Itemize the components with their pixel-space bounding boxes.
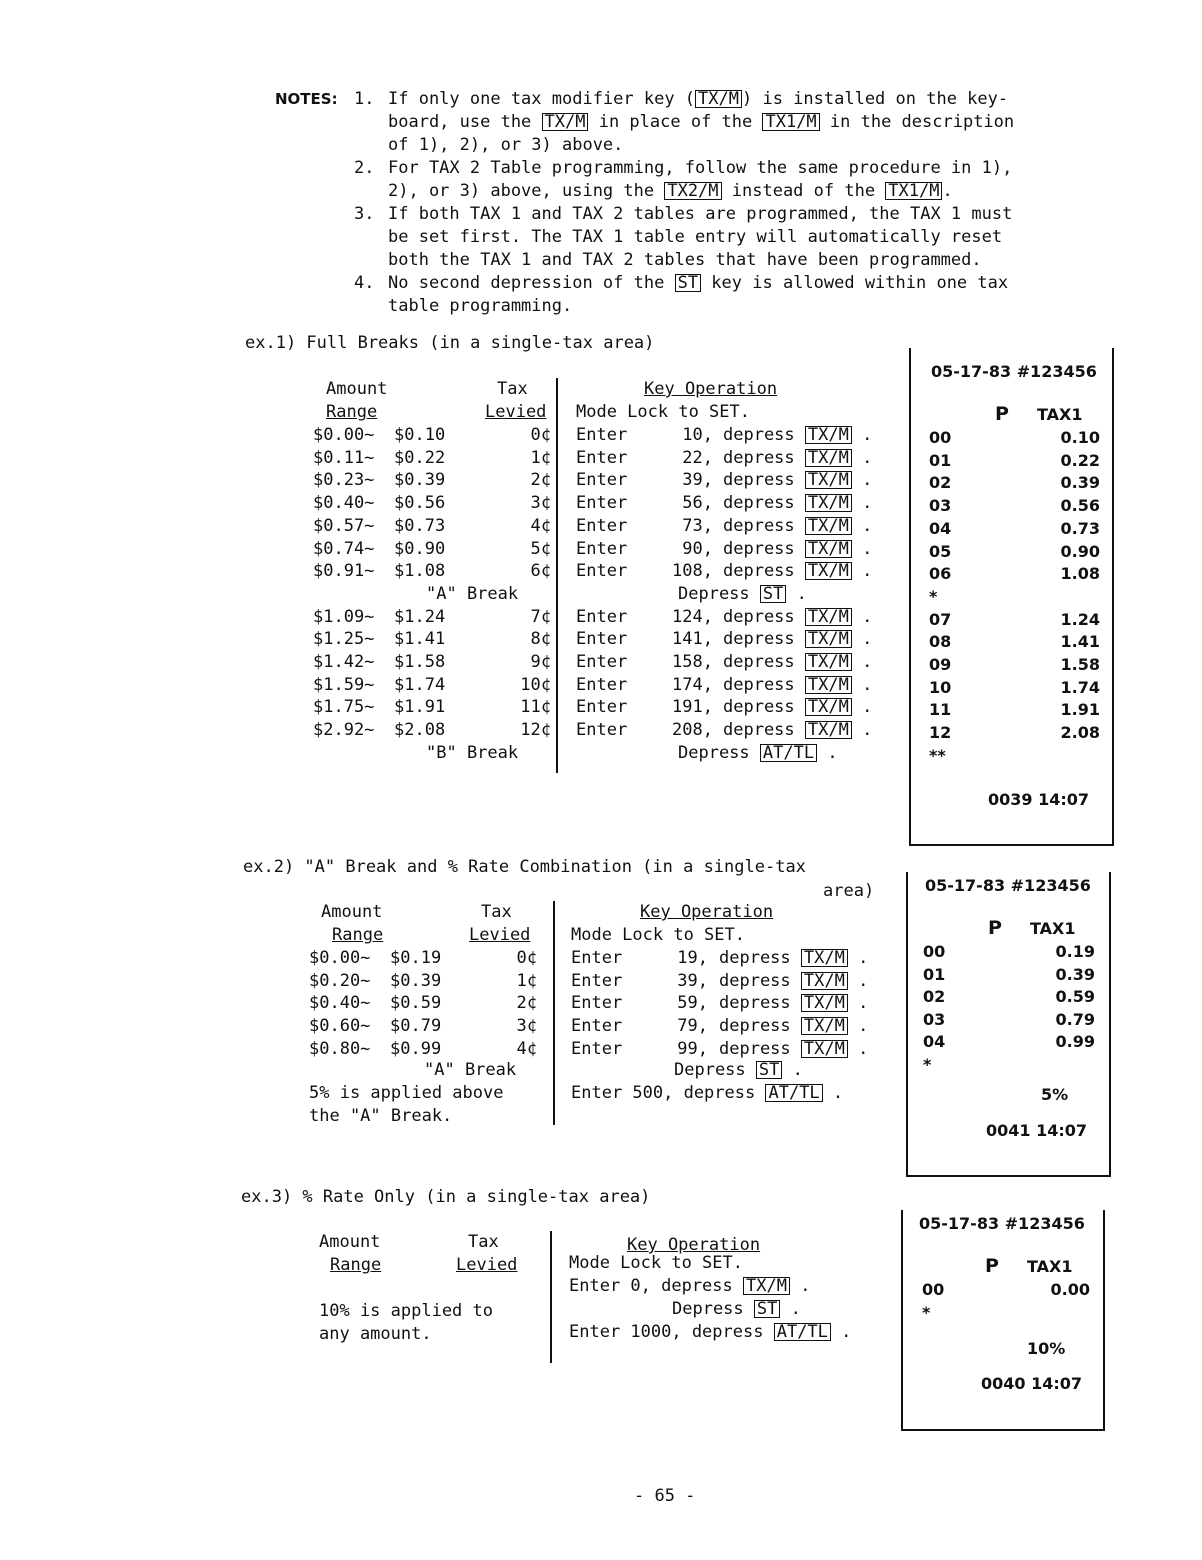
tax-levied: 2¢: [530, 470, 551, 491]
range-to: $0.10: [394, 425, 446, 445]
receipt-line-number: 10: [929, 677, 952, 697]
enter-value: 39,: [682, 470, 713, 491]
range-to: $0.99: [390, 1038, 442, 1059]
enter-label: Enter: [576, 652, 628, 672]
receipt-amount: 1.24: [1060, 609, 1100, 629]
depress-label: depress: [723, 538, 795, 559]
receipt-amount: 0.00: [1050, 1280, 1090, 1299]
note-number: 1.: [354, 89, 375, 109]
range-to: $0.22: [394, 447, 446, 468]
ex2-enter-500-label: Enter 500, depress: [571, 1083, 756, 1103]
key-at-tl: AT/TL: [760, 744, 817, 762]
enter-value: 79,: [677, 1016, 708, 1037]
range-from: $0.57~: [313, 515, 375, 536]
receipt-line-number: 08: [929, 632, 952, 652]
ex1-amount-header: Amount: [326, 379, 388, 399]
receipt-header: 05-17-83 #123456: [931, 362, 1097, 381]
at-tl-key: AT/TL: [774, 1323, 831, 1341]
receipt-mode: P: [988, 917, 1002, 939]
ex3-mode-lock: Mode Lock to SET.: [569, 1253, 743, 1273]
key-tx-m: TX/M: [805, 721, 852, 739]
receipt-amount: 0.79: [1055, 1009, 1095, 1029]
enter-label: Enter: [576, 425, 628, 445]
receipt-line-number: 03: [923, 1009, 946, 1029]
enter-label: Enter: [571, 993, 623, 1014]
depress-key: depress TX/M .: [719, 1016, 869, 1037]
receipt-mode: P: [995, 403, 1009, 425]
key-tx-m: TX/M: [805, 698, 852, 716]
enter-label: Enter: [576, 606, 628, 627]
depress-key: depress TX/M .: [719, 993, 869, 1014]
tx-m-key: TX/M: [743, 1277, 790, 1295]
ex2-depress-label: Depress: [674, 1060, 746, 1080]
ex3-range-header: Range: [330, 1255, 382, 1275]
receipt-amount: 2.08: [1060, 723, 1100, 743]
note-number: 2.: [354, 158, 375, 178]
enter-label: Enter: [571, 1016, 623, 1037]
depress-label: depress: [719, 1038, 791, 1059]
key-tx2-m: TX2/M: [664, 182, 721, 200]
ex3-levied-header: Levied: [456, 1255, 518, 1275]
range-to: $0.90: [394, 538, 446, 559]
depress-key: depress TX/M .: [723, 470, 873, 491]
enter-value: 59,: [677, 993, 708, 1014]
receipt-amount: 0.90: [1060, 541, 1100, 561]
receipt-amount: 0.22: [1060, 450, 1100, 470]
tax-levied: 4¢: [530, 515, 551, 536]
ex3-key-operation-header: Key Operation: [627, 1235, 761, 1255]
st-key: ST: [754, 1300, 780, 1318]
depress-label: depress: [723, 720, 795, 741]
at-tl-key: AT/TL: [765, 1084, 822, 1102]
ex2-mode-lock: Mode Lock to SET.: [571, 925, 745, 945]
enter-value: 19,: [677, 948, 708, 968]
break-label: "B" Break: [426, 742, 519, 763]
tax-levied: 5¢: [530, 538, 551, 559]
depress-key: depress TX/M .: [723, 538, 873, 559]
receipt-line-number: 12: [929, 723, 952, 743]
enter-value: 108,: [672, 561, 713, 582]
note-line: both the TAX 1 and TAX 2 tables that have been programmed.: [388, 250, 982, 270]
ex2-title: ex.2) "A" Break and % Rate Combination (in a single-tax: [243, 857, 806, 877]
ex3-depress-st: Depress ST .: [672, 1299, 801, 1319]
enter-value: 99,: [677, 1038, 708, 1059]
enter-label: Enter: [576, 447, 628, 468]
note-line: If both TAX 1 and TAX 2 tables are programmed, the TAX 1 must: [388, 204, 1013, 224]
depress-key: depress TX/M .: [723, 425, 873, 445]
tax-levied: 3¢: [530, 493, 551, 514]
ex3-amount-header: Amount: [319, 1232, 381, 1252]
ex2-tax-header: Tax: [481, 902, 512, 922]
ex1-tax-header: Tax: [497, 379, 528, 399]
depress-label: depress: [723, 561, 795, 582]
enter-value: 141,: [672, 629, 713, 650]
depress-key: depress TX/M .: [719, 970, 869, 991]
key-tx-m: TX/M: [805, 630, 852, 648]
ex3-pct-line2: any amount.: [319, 1324, 432, 1344]
key-tx-m: TX/M: [805, 426, 852, 444]
receipt-line-number: 04: [929, 518, 952, 538]
ex1-receipt: [909, 348, 1114, 846]
depress-key: depress TX/M .: [719, 1038, 869, 1059]
key-tx-m: TX/M: [805, 562, 852, 580]
depress-label: depress: [723, 606, 795, 627]
receipt-amount: 0.56: [1060, 496, 1100, 516]
receipt-line-number: 09: [929, 655, 952, 674]
key-tx-m: TX/M: [801, 972, 848, 990]
ex2-pct-line1: 5% is applied above: [309, 1083, 504, 1103]
enter-label: Enter: [571, 970, 623, 991]
receipt-tax-label: TAX1: [1037, 405, 1083, 424]
tax-levied: 10¢: [520, 674, 551, 695]
receipt-amount: 0.39: [1055, 964, 1095, 984]
receipt-amount: 1.41: [1060, 632, 1100, 652]
range-to: $1.24: [394, 606, 446, 627]
receipt-rate: 5%: [1041, 1085, 1069, 1104]
depress-key: depress TX/M .: [723, 652, 873, 672]
depress-label: depress: [719, 1016, 791, 1037]
depress-key: depress TX/M .: [723, 629, 873, 650]
receipt-line-number: 00: [923, 942, 946, 961]
receipt-amount: 1.74: [1060, 677, 1100, 697]
key-tx1-m: TX1/M: [885, 182, 942, 200]
range-from: $1.09~: [313, 606, 375, 627]
receipt-line-number: 06: [929, 564, 952, 584]
ex1-key-operation-header: Key Operation: [644, 379, 778, 399]
ex3-enter-1000-label: Enter 1000, depress: [569, 1322, 764, 1342]
key-tx-m: TX/M: [805, 449, 852, 467]
key-tx-m: TX/M: [805, 517, 852, 535]
key-tx-m: TX/M: [805, 608, 852, 626]
enter-label: Enter: [576, 697, 628, 718]
range-from: $0.11~: [313, 447, 375, 468]
tax-levied: 8¢: [530, 629, 551, 650]
ex3-enter-0: Enter 0, depress TX/M .: [569, 1276, 811, 1296]
receipt-line-number: 02: [929, 473, 952, 493]
key-tx-m: TX/M: [542, 113, 589, 131]
depress-label: depress: [723, 629, 795, 650]
enter-label: Enter: [576, 674, 628, 695]
note-line: For TAX 2 Table programming, follow the same procedure in 1),: [388, 158, 1013, 178]
key-tx-m: TX/M: [801, 994, 848, 1012]
depress-key: depress TX/M .: [723, 447, 873, 468]
range-from: $0.00~: [313, 425, 375, 445]
range-from: $0.74~: [313, 538, 375, 559]
ex2-title-cont: area): [823, 881, 875, 901]
receipt-line-number: 11: [929, 700, 952, 720]
receipt-header: 05-17-83 #123456: [919, 1214, 1085, 1233]
range-to: $0.73: [394, 515, 446, 536]
enter-value: 56,: [682, 493, 713, 514]
range-to: $0.39: [390, 970, 442, 991]
key-tx-m: TX/M: [805, 471, 852, 489]
note-line: board, use the TX/M in place of the TX1/M in the description: [388, 112, 1015, 132]
ex2-key-operation-header: Key Operation: [640, 902, 774, 922]
depress-key: Depress ST .: [678, 583, 807, 604]
receipt-mode: P: [985, 1255, 999, 1277]
key-tx-m: TX/M: [805, 653, 852, 671]
tax-levied: 4¢: [516, 1038, 537, 1059]
key-tx-m: TX/M: [805, 540, 852, 558]
receipt-tax-label: TAX1: [1027, 1257, 1073, 1276]
range-from: $0.80~: [309, 1038, 371, 1059]
tax-levied: 1¢: [516, 970, 537, 991]
enter-label: Enter: [576, 538, 628, 559]
receipt-line-number: 01: [929, 450, 952, 470]
enter-label: Enter: [576, 629, 628, 650]
ex1-levied-header: Levied: [485, 402, 547, 422]
receipt-line-number: 00: [922, 1280, 945, 1299]
range-from: $0.20~: [309, 970, 371, 991]
depress-label: depress: [723, 515, 795, 536]
range-to: $1.91: [394, 697, 446, 718]
receipt-rate: 10%: [1027, 1339, 1066, 1358]
receipt-line-number: 02: [923, 987, 946, 1006]
depress-label: depress: [723, 652, 795, 672]
depress-key: depress TX/M .: [723, 697, 873, 718]
enter-value: 191,: [672, 697, 713, 718]
ex1-divider: [556, 378, 558, 773]
enter-value: 208,: [672, 720, 713, 741]
receipt-amount: 1.58: [1060, 655, 1100, 674]
range-from: $0.91~: [313, 561, 375, 582]
receipt-footer: 0039 14:07: [988, 790, 1090, 809]
depress-label: depress: [723, 674, 795, 695]
depress-label: depress: [723, 470, 795, 491]
ex2-enter-500: Enter 500, depress AT/TL .: [571, 1083, 844, 1103]
range-from: $1.25~: [313, 629, 375, 650]
receipt-line-number: 01: [923, 964, 946, 984]
range-from: $0.60~: [309, 1016, 371, 1037]
ex3-receipt: [901, 1210, 1105, 1431]
receipt-footer: 0041 14:07: [986, 1121, 1088, 1140]
note-number: 3.: [354, 204, 375, 224]
range-to: $0.19: [390, 948, 442, 968]
receipt-line-number: 03: [929, 496, 952, 516]
range-from: $0.23~: [313, 470, 375, 491]
depress-key: depress TX/M .: [723, 606, 873, 627]
depress-label: depress: [719, 993, 791, 1014]
depress-label: depress: [719, 970, 791, 991]
enter-label: Enter: [576, 470, 628, 491]
ex2-amount-header: Amount: [321, 902, 383, 922]
receipt-line-number: *: [923, 1054, 932, 1074]
tax-levied: 1¢: [530, 447, 551, 468]
ex3-divider: [550, 1231, 552, 1363]
depress-key: depress TX/M .: [723, 720, 873, 741]
depress-key: Depress AT/TL .: [678, 742, 838, 763]
range-to: $1.08: [394, 561, 446, 582]
note-line: of 1), 2), or 3) above.: [388, 135, 624, 155]
receipt-tax-label: TAX1: [1030, 919, 1076, 938]
range-from: $1.59~: [313, 674, 375, 695]
tax-levied: 12¢: [520, 720, 551, 741]
enter-label: Enter: [576, 515, 628, 536]
enter-label: Enter: [571, 948, 623, 968]
tax-levied: 0¢: [516, 948, 537, 968]
receipt-amount: 1.91: [1060, 700, 1100, 720]
range-from: $0.40~: [313, 493, 375, 514]
ex3-enter-1000: Enter 1000, depress AT/TL .: [569, 1322, 852, 1342]
depress-label: depress: [723, 447, 795, 468]
tax-levied: 0¢: [530, 425, 551, 445]
receipt-amount: 0.39: [1060, 473, 1100, 493]
tax-levied: 7¢: [530, 606, 551, 627]
receipt-amount: 0.19: [1055, 942, 1095, 961]
key-tx-m: TX/M: [801, 949, 848, 967]
depress-label: depress: [723, 697, 795, 718]
receipt-line-number: 00: [929, 428, 952, 447]
ex1-title: ex.1) Full Breaks (in a single-tax area): [245, 333, 655, 353]
ex2-depress-st: Depress ST .: [674, 1060, 803, 1080]
range-from: $0.40~: [309, 993, 371, 1014]
key-tx-m: TX/M: [695, 90, 742, 108]
st-key: ST: [756, 1061, 782, 1079]
receipt-header: 05-17-83 #123456: [925, 876, 1091, 895]
depress-label: Depress: [678, 583, 750, 604]
enter-label: Enter: [576, 493, 628, 514]
key-tx-m: TX/M: [805, 494, 852, 512]
range-to: $1.74: [394, 674, 446, 695]
enter-value: 10,: [682, 425, 713, 445]
receipt-amount: 0.10: [1060, 428, 1100, 447]
tax-levied: 2¢: [516, 993, 537, 1014]
receipt-amount: 0.59: [1055, 987, 1095, 1006]
ex2-pct-line2: the "A" Break.: [309, 1106, 453, 1126]
ex2-receipt: [906, 872, 1111, 1177]
depress-key: depress TX/M .: [723, 493, 873, 514]
break-label: "A" Break: [426, 583, 519, 604]
key-tx-m: TX/M: [805, 676, 852, 694]
receipt-line-number: *: [922, 1302, 931, 1322]
key-st: ST: [675, 274, 701, 292]
range-to: $2.08: [394, 720, 446, 741]
enter-label: Enter: [576, 720, 628, 741]
receipt-line-number: *: [929, 586, 938, 606]
range-to: $0.59: [390, 993, 442, 1014]
ex3-depress-label: Depress: [672, 1299, 744, 1319]
ex3-pct-line1: 10% is applied to: [319, 1301, 493, 1321]
range-to: $0.79: [390, 1016, 442, 1037]
range-from: $1.75~: [313, 697, 375, 718]
ex3-title: ex.3) % Rate Only (in a single-tax area): [241, 1187, 651, 1207]
ex2-range-header: Range: [332, 925, 384, 945]
receipt-amount: 0.73: [1060, 518, 1100, 538]
note-number: 4.: [354, 273, 375, 293]
ex2-a-break: "A" Break: [424, 1060, 517, 1080]
depress-label: depress: [723, 425, 795, 445]
depress-key: depress TX/M .: [719, 948, 869, 968]
range-from: $2.92~: [313, 720, 375, 741]
note-line: 2), or 3) above, using the TX2/M instead of the TX1/M .: [388, 181, 953, 201]
enter-value: 22,: [682, 447, 713, 468]
receipt-line-number: 07: [929, 609, 952, 629]
depress-label: depress: [723, 493, 795, 514]
receipt-line-number: 05: [929, 541, 952, 561]
range-to: $1.41: [394, 629, 446, 650]
receipt-line-number: 04: [923, 1032, 946, 1051]
page-number: - 65 -: [634, 1486, 696, 1506]
note-line: If only one tax modifier key ( TX/M ) is installed on the key-: [388, 89, 1009, 109]
ex2-levied-header: Levied: [469, 925, 531, 945]
enter-label: Enter: [576, 561, 628, 582]
enter-label: Enter: [571, 1038, 623, 1059]
key-tx1-m: TX1/M: [762, 113, 819, 131]
enter-value: 90,: [682, 538, 713, 559]
enter-value: 73,: [682, 515, 713, 536]
receipt-footer: 0040 14:07: [981, 1374, 1083, 1393]
enter-value: 39,: [677, 970, 708, 991]
key-st: ST: [760, 585, 786, 603]
depress-label: depress: [719, 948, 791, 968]
key-tx-m: TX/M: [801, 1040, 848, 1058]
ex3-enter-0-label: Enter 0, depress: [569, 1276, 733, 1296]
depress-label: Depress: [678, 742, 750, 763]
receipt-amount: 0.99: [1055, 1032, 1095, 1051]
depress-key: depress TX/M .: [723, 561, 873, 582]
tax-levied: 6¢: [530, 561, 551, 582]
receipt-line-number: **: [929, 745, 946, 765]
receipt-amount: 1.08: [1060, 564, 1100, 584]
tax-levied: 3¢: [516, 1016, 537, 1037]
range-from: $0.00~: [309, 948, 371, 968]
range-to: $0.39: [394, 470, 446, 491]
ex1-range-header: Range: [326, 402, 378, 422]
depress-key: depress TX/M .: [723, 674, 873, 695]
notes-label: NOTES:: [275, 90, 338, 108]
note-line: No second depression of the ST key is allowed within one tax: [388, 273, 1009, 293]
range-to: $0.56: [394, 493, 446, 514]
tax-levied: 11¢: [520, 697, 551, 718]
enter-value: 124,: [672, 606, 713, 627]
ex1-mode-lock: Mode Lock to SET.: [576, 402, 750, 422]
tax-levied: 9¢: [530, 652, 551, 672]
enter-value: 174,: [672, 674, 713, 695]
key-tx-m: TX/M: [801, 1017, 848, 1035]
ex2-divider: [553, 901, 555, 1125]
note-line: be set first. The TAX 1 table entry will automatically reset: [388, 227, 1003, 247]
range-from: $1.42~: [313, 652, 375, 672]
enter-value: 158,: [672, 652, 713, 672]
depress-key: depress TX/M .: [723, 515, 873, 536]
ex3-tax-header: Tax: [468, 1232, 499, 1252]
note-line: table programming.: [388, 296, 573, 316]
range-to: $1.58: [394, 652, 446, 672]
